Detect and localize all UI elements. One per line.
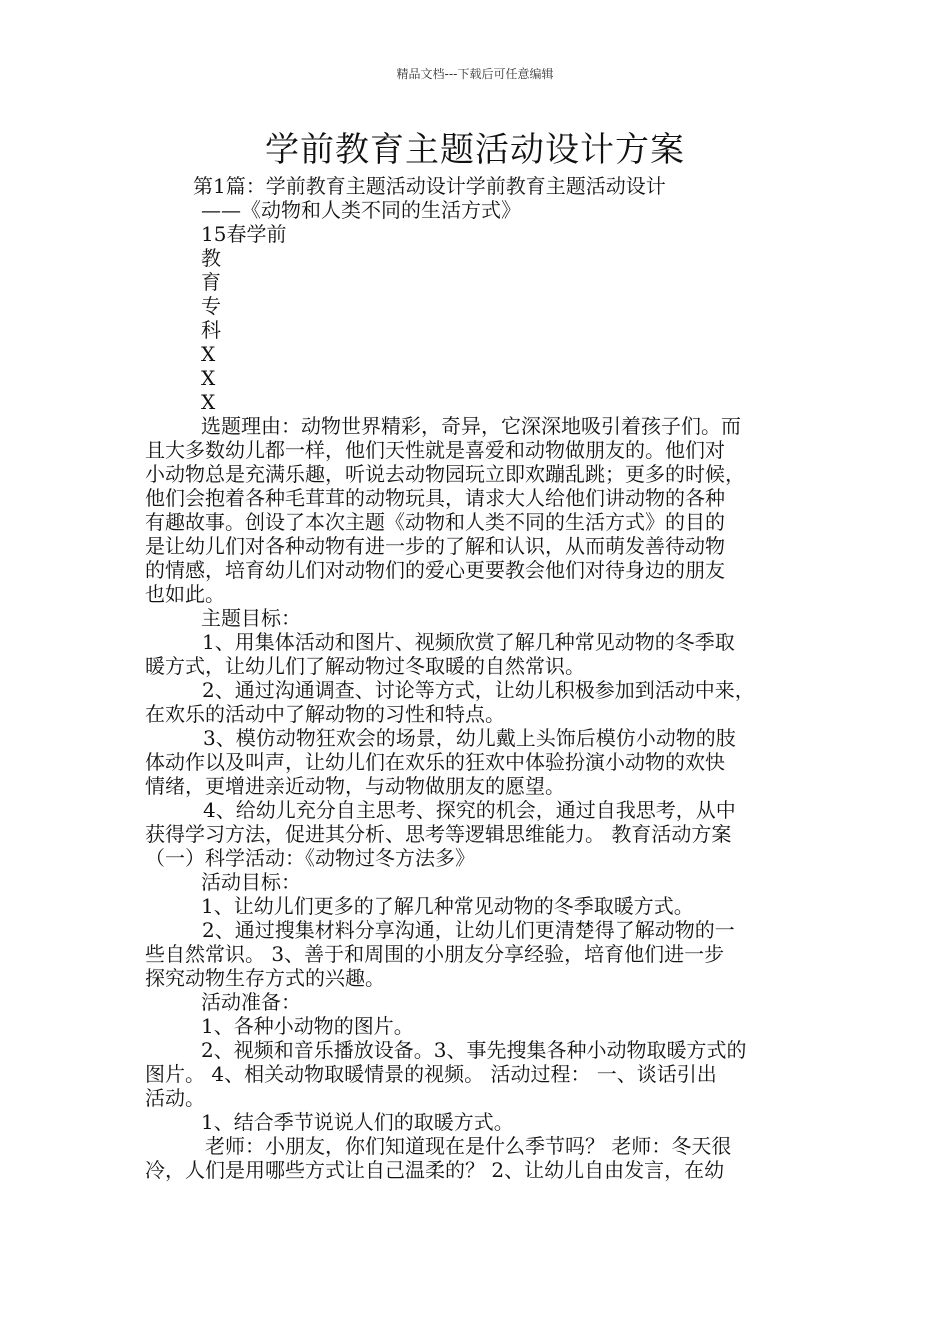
paragraph-line: 3、模仿动物狂欢会的场景，幼儿戴上头饰后模仿小动物的肢 [203, 726, 736, 750]
paragraph-line: 2、通过沟通调查、讨论等方式，让幼儿积极参加到活动中来， [202, 678, 755, 702]
paragraph-line: 在欢乐的活动中了解动物的习性和特点。 [145, 702, 505, 726]
section-heading: 活动目标： [201, 870, 301, 894]
paragraph-line: 1、用集体活动和图片、视频欣赏了解几种常见动物的冬季取 [202, 630, 735, 654]
paragraph-line: 1、结合季节说说人们的取暖方式。 [201, 1110, 514, 1134]
paragraph-line: 1、各种小动物的图片。 [201, 1014, 414, 1038]
paragraph-line: 是让幼儿们对各种动物有进一步的了解和认识，从而萌发善待动物 [145, 534, 725, 558]
author-line: 科 [201, 318, 221, 342]
paragraph-line: 也如此。 [145, 582, 225, 606]
header-note: 精品文档---下载后可任意编辑 [396, 67, 554, 81]
section-heading: 第1篇：学前教育主题活动设计学前教育主题活动设计 [193, 174, 666, 198]
paragraph-line: 图片。 4、相关动物取暖情景的视频。 活动过程： 一、谈话引出 [145, 1062, 717, 1086]
author-line: 教 [201, 246, 221, 270]
paragraph-line: 4、给幼儿充分自主思考、探究的机会，通过自我思考，从中 [203, 798, 736, 822]
paragraph-line: （一）科学活动：《动物过冬方法多》 [145, 846, 475, 870]
paragraph-line: 有趣故事。创设了本次主题《动物和人类不同的生活方式》的目的 [145, 510, 725, 534]
paragraph-line: 1、让幼儿们更多的了解几种常见动物的冬季取暖方式。 [201, 894, 694, 918]
paragraph-line: 情绪，更增进亲近动物，与动物做朋友的愿望。 [145, 774, 565, 798]
section-heading: 主题目标： [201, 606, 301, 630]
document-body [145, 174, 810, 1182]
paragraph-line: 的情感，培育幼儿们对动物们的爱心更要教会他们对待身边的朋友 [145, 558, 725, 582]
author-line: 15春学前 [201, 222, 287, 246]
document-title: 学前教育主题活动设计方案 [265, 130, 685, 170]
paragraph-line: 且大多数幼儿都一样，他们天性就是喜爱和动物做朋友的。他们对 [145, 438, 725, 462]
author-line: X [201, 390, 216, 414]
author-line: 专 [201, 294, 221, 318]
paragraph-line: 小动物总是充满乐趣，听说去动物园玩立即欢蹦乱跳；更多的时候， [145, 462, 745, 486]
paragraph-line: 2、视频和音乐播放设备。3、事先搜集各种小动物取暖方式的 [201, 1038, 747, 1062]
paragraph-line: 老师：小朋友，你们知道现在是什么季节吗？ 老师：冬天很 [205, 1134, 732, 1158]
section-heading: 活动准备： [201, 990, 301, 1014]
paragraph-line: 活动。 [145, 1086, 205, 1110]
paragraph-line: 获得学习方法，促进其分析、思考等逻辑思维能力。 教育活动方案 [145, 822, 732, 846]
paragraph-line: 探究动物生存方式的兴趣。 [145, 966, 385, 990]
author-line: X [201, 366, 216, 390]
subtitle-line: ——《动物和人类不同的生活方式》 [201, 198, 521, 222]
paragraph-line: 2、通过搜集材料分享沟通，让幼儿们更清楚得了解动物的一 [202, 918, 735, 942]
paragraph-line: 体动作以及叫声，让幼儿们在欢乐的狂欢中体验扮演小动物的欢快 [145, 750, 725, 774]
paragraph-line: 些自然常识。 3、善于和周围的小朋友分享经验，培育他们进一步 [145, 942, 725, 966]
author-line: X [201, 342, 216, 366]
author-line: 育 [201, 270, 221, 294]
paragraph-line: 他们会抱着各种毛茸茸的动物玩具，请求大人给他们讲动物的各种 [145, 486, 725, 510]
paragraph-line: 冷，人们是用哪些方式让自己温柔的？ 2、让幼儿自由发言，在幼 [145, 1158, 725, 1182]
paragraph-line: 选题理由：动物世界精彩，奇异，它深深地吸引着孩子们。而 [201, 414, 741, 438]
paragraph-line: 暖方式，让幼儿们了解动物过冬取暖的自然常识。 [145, 654, 585, 678]
